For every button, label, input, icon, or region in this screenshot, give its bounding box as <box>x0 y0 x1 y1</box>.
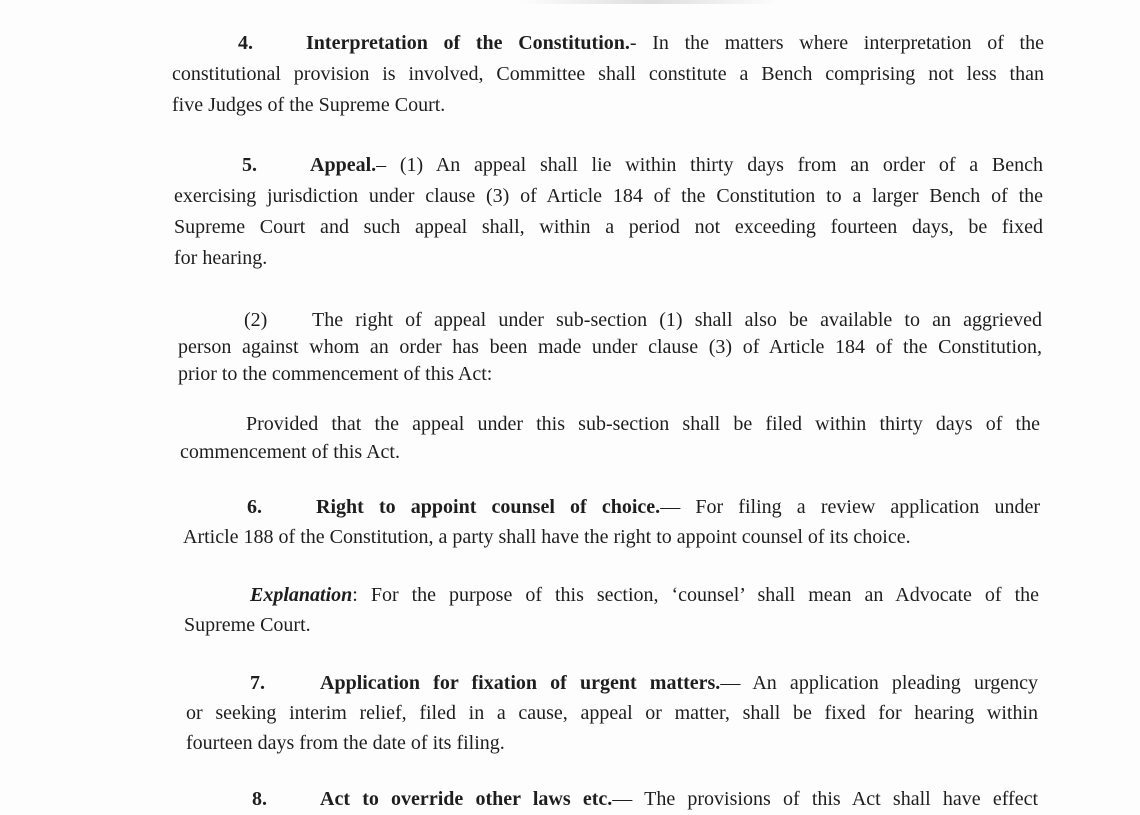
section-7 <box>186 668 1038 758</box>
section-6 <box>183 492 1040 552</box>
section-5-number: 5. <box>242 154 257 176</box>
section-5-2-line-1 <box>178 307 1042 334</box>
section-5-line-3: Supreme Court and such appeal shall, within a period not exceeding fourteen days, be fixed <box>174 216 1043 238</box>
section-5-line-1 <box>174 150 1043 181</box>
explanation <box>184 580 1039 640</box>
section-5-2-line-2: person against whom an order has been made under clause (3) of Article 184 of the Constitution, <box>178 336 1042 358</box>
section-6-number: 6. <box>247 496 262 518</box>
section-8-line-1 <box>188 784 1038 814</box>
section-5-line-4: for hearing. <box>174 247 268 269</box>
section-5-lead-text: – (1) An appeal shall lie within thirty days from an order of a Bench <box>376 154 1043 176</box>
proviso-line-1-text: Provided that the appeal under this sub-section shall be filed within thirty days of the <box>246 413 1040 435</box>
section-4-line-3: five Judges of the Supreme Court. <box>172 94 446 116</box>
scan-artifact <box>520 0 780 4</box>
section-7-line-2: or seeking interim relief, filed in a cause, appeal or matter, shall be fixed for hearing within <box>186 702 1038 724</box>
section-6-heading: Right to appoint counsel of choice. <box>316 496 661 518</box>
explanation-lead-text: : For the purpose of this section, ‘counsel’ shall mean an Advocate of the <box>352 584 1039 606</box>
section-5-line-2: exercising jurisdiction under clause (3) of Article 184 of the Constitution to a larger Bench of the <box>174 185 1043 207</box>
section-7-line-3: fourteen days from the date of its filing. <box>186 732 505 754</box>
section-7-lead-text: — An application pleading urgency <box>720 672 1038 694</box>
section-4-heading: Interpretation of the Constitution. <box>306 32 630 54</box>
explanation-line-1 <box>184 580 1039 610</box>
section-4 <box>172 28 1044 121</box>
section-4-line-1 <box>172 28 1044 59</box>
section-8 <box>188 784 1038 814</box>
section-8-lead-text: — The provisions of this Act shall have effect <box>612 788 1038 810</box>
explanation-label: Explanation <box>250 584 353 606</box>
section-7-line-1 <box>186 668 1038 698</box>
section-6-line-2: Article 188 of the Constitution, a party shall have the right to appoint counsel of its choice. <box>183 526 911 548</box>
section-8-heading: Act to override other laws etc. <box>320 788 613 810</box>
explanation-line-2: Supreme Court. <box>184 614 311 636</box>
section-8-number: 8. <box>252 788 267 810</box>
section-6-line-1 <box>183 492 1040 522</box>
section-5 <box>174 150 1043 274</box>
section-7-heading: Application for fixation of urgent matters. <box>320 672 721 694</box>
section-5-2-line-3: prior to the commencement of this Act: <box>178 363 493 385</box>
proviso-line-1 <box>180 410 1040 438</box>
section-6-lead-text: — For filing a review application under <box>660 496 1040 518</box>
section-4-lead-text: - In the matters where interpretation of the <box>629 32 1044 54</box>
section-5-2-lead-text: The right of appeal under sub-section (1) shall also be available to an aggrieved <box>312 309 1042 331</box>
section-5-subsection-2 <box>178 307 1042 388</box>
proviso-line-2: commencement of this Act. <box>180 441 400 463</box>
section-7-number: 7. <box>250 672 265 694</box>
section-4-number: 4. <box>238 32 253 54</box>
subsection-2-number: (2) <box>244 309 268 331</box>
section-5-heading: Appeal. <box>310 154 377 176</box>
proviso <box>180 410 1040 466</box>
section-4-line-2: constitutional provision is involved, Committee shall constitute a Bench comprising not less than <box>172 63 1044 85</box>
